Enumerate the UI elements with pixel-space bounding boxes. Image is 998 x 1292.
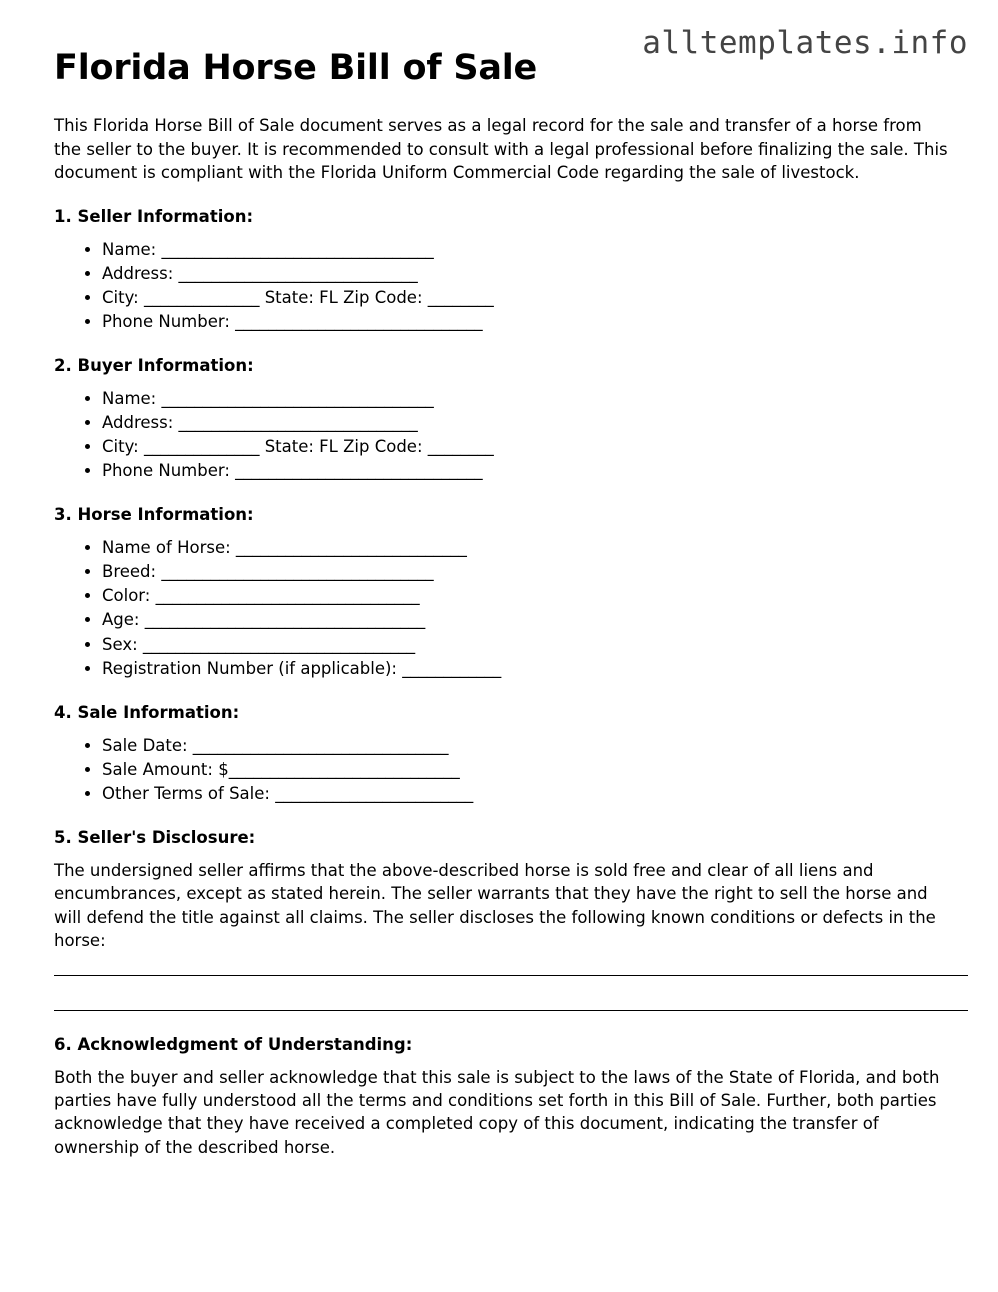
field-other-terms-of-sale: • Other Terms of Sale: ________________________: [102, 782, 968, 806]
site-watermark: alltemplates.info: [642, 25, 968, 61]
field-buyer-name: • Name: _________________________________: [102, 387, 968, 411]
field-horse-age: • Age: __________________________________: [102, 608, 968, 632]
field-horse-name: • Name of Horse: ____________________________: [102, 536, 968, 560]
field-list-buyer-information: [54, 387, 968, 483]
sellers-disclosure-text: The undersigned seller affirms that the above-described horse is sold free and clear of all liens and encumbrances, except as stated herein. The seller warrants that they have the right to sell the horse and will defend the title against all claims. The seller discloses the following known conditions or defects in the horse:: [54, 860, 936, 951]
field-list-horse-information: [54, 536, 968, 680]
acknowledgment-text: Both the buyer and seller acknowledge that this sale is subject to the laws of the State of Florida, and both parties have fully understood all the terms and conditions set forth in this Bill of Sale. Further, both parties acknowledge that they have received a completed copy of this document, indicating the transfer of ownership of the described horse.: [54, 1067, 940, 1157]
field-horse-sex: • Sex: _________________________________: [102, 633, 968, 657]
field-horse-registration-number: • Registration Number (if applicable): ____________: [102, 657, 968, 681]
field-buyer-address: • Address: _____________________________: [102, 411, 968, 435]
section-heading-sale-information: 4. Sale Information:: [54, 702, 240, 722]
field-seller-phone: • Phone Number: ______________________________: [102, 310, 968, 334]
section-heading-acknowledgment-of-understanding: 6. Acknowledgment of Understanding:: [54, 1034, 413, 1054]
field-horse-color: • Color: ________________________________: [102, 584, 968, 608]
intro-paragraph: This Florida Horse Bill of Sale document serves as a legal record for the sale and transfer of a horse from the seller to the buyer. It is recommended to consult with a legal professional before finalizing the sale. This document is compliant with the Florida Uniform Commercial Code regarding the sale of livestock.: [54, 116, 948, 183]
section-heading-horse-information: 3. Horse Information:: [54, 505, 254, 525]
disclosure-write-in-area: [54, 975, 968, 1011]
field-sale-amount: • Sale Amount: $____________________________: [102, 758, 968, 782]
field-list-seller-information: [54, 238, 968, 334]
section-heading-buyer-information: 2. Buyer Information:: [54, 355, 254, 375]
field-seller-city-state-zip: • City: ______________ State: FL Zip Code: ________: [102, 286, 968, 310]
field-buyer-city-state-zip: • City: ______________ State: FL Zip Code: ________: [102, 435, 968, 459]
field-horse-breed: • Breed: _________________________________: [102, 560, 968, 584]
page-title: Florida Horse Bill of Sale: [54, 48, 538, 89]
section-heading-seller-information: 1. Seller Information:: [54, 206, 254, 226]
field-sale-date: • Sale Date: _______________________________: [102, 734, 968, 758]
field-list-sale-information: [54, 734, 968, 806]
field-seller-address: • Address: _____________________________: [102, 262, 968, 286]
section-heading-sellers-disclosure: 5. Seller's Disclosure:: [54, 827, 256, 847]
field-buyer-phone: • Phone Number: ______________________________: [102, 459, 968, 483]
field-seller-name: • Name: _________________________________: [102, 238, 968, 262]
